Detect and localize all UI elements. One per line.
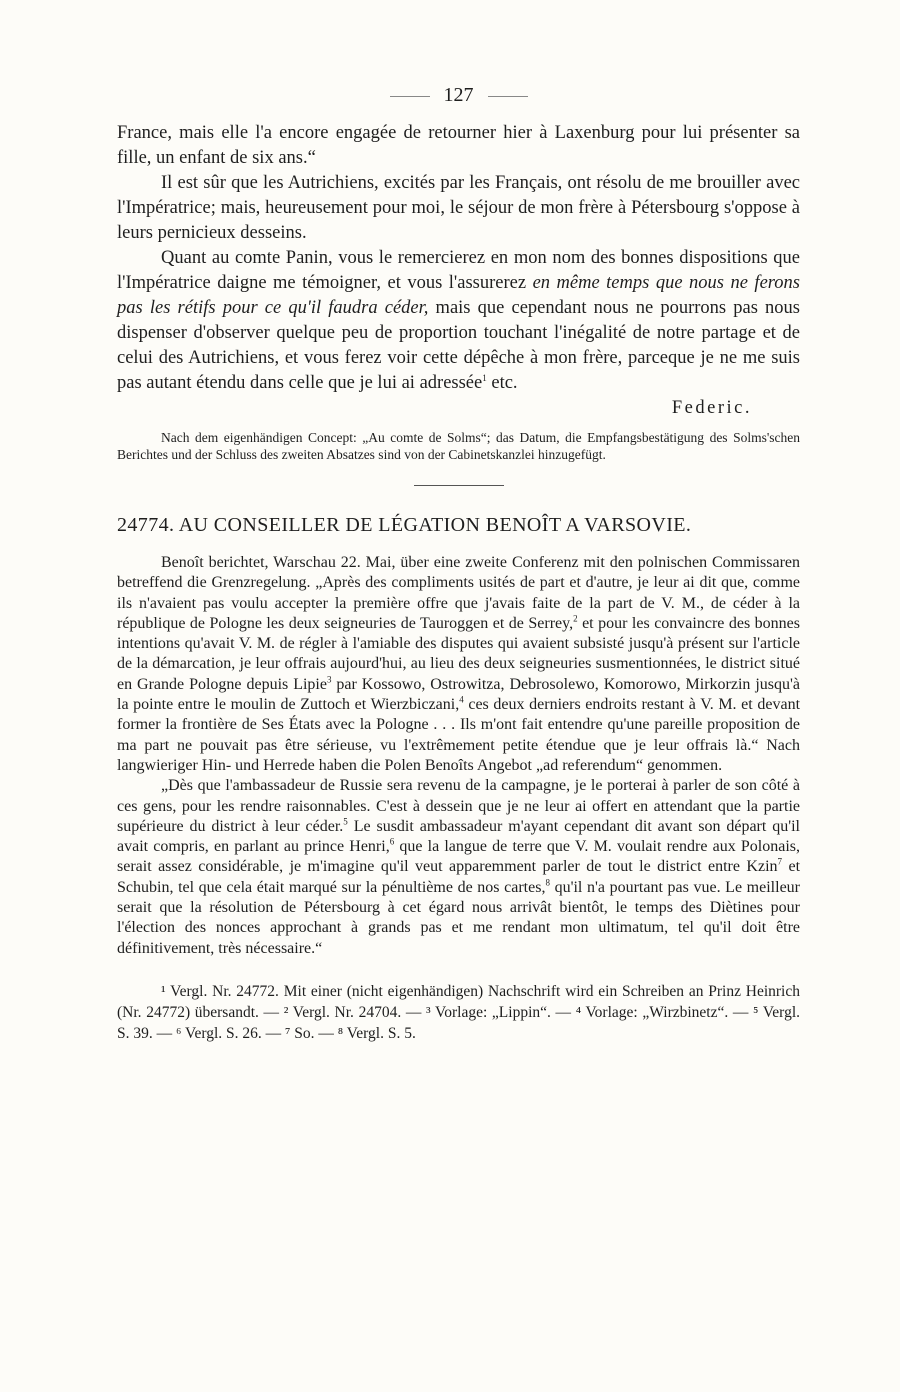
section-divider bbox=[414, 485, 504, 486]
page-number-dash-right bbox=[488, 96, 528, 97]
footnotes: ¹ Vergl. Nr. 24772. Mit einer (nicht eigenhändigen) Nachschrift wird ein Schreiben an Prinz Heinrich (Nr. 24772) übersandt. — ² Vergl. Nr. 24704. — ³ Vorlage: „Lippin“. — ⁴ Vorlage: „Wirzbinetz“. — ⁵ Vergl. S. 39. — ⁶ Vergl. S. 26. — ⁷ So. — ⁸ Vergl. S. 5. bbox=[117, 982, 800, 1042]
letter-paragraph-1: France, mais elle l'a encore engagée de retourner hier à Laxenburg pour lui présenter sa fille, un enfant de six ans.“ bbox=[117, 123, 800, 168]
section-heading bbox=[117, 514, 800, 537]
section-number: 24774. bbox=[117, 514, 175, 536]
section-title: AU CONSEILLER DE LÉGATION BENOÎT A VARSOVIE. bbox=[178, 514, 692, 536]
page-number-dash-left bbox=[390, 96, 430, 97]
letter-paragraph-3: Quant au comte Panin, vous le remercierez en mon nom des bonnes dispositions que l'Impératrice daigne me témoigner, et vous l'assurerez en même temps que nous ne ferons pas les rétifs pour ce qu'il faudra céder, mais que cependant nous ne pourrons pas nous dispenser d'observer quelque peu de proportion touchant l'inégalité de notre partage et de celui des Autrichiens, et vous ferez voir cette dépêche à mon frère, parceque je ne me suis pas autant étendu dans celle que je lui ai adressée$^1$ etc. bbox=[117, 248, 800, 393]
letter-paragraph-2: Il est sûr que les Autrichiens, excités par les Français, ont résolu de me brouiller avec l'Impératrice; mais, heureusement pour moi, le séjour de mon frère à Pétersbourg s'oppose à leurs pernicieux desseins. bbox=[117, 173, 800, 243]
signature: Federic. bbox=[671, 398, 752, 418]
section-paragraph-1: Benoît berichtet, Warschau 22. Mai, über eine zweite Conferenz mit den polnischen Commissaren betreffend die Grenzregelung. „Après des compliments usités de part et d'autre, je leur ai dit que, comme ils n'avaient pas voulu accepter la première offre que j'avais faite de la part de V. M., de céder à la république de Pologne les deux seigneuries de Tauroggen et de Serrey,$^2$ et pour les convaincre des bonnes intentions qu'avait V. M. de régler à l'amiable des disputes qui avaient subsisté jusqu'à présent sur l'article de la démarcation, je leur offrais aujourd'hui, au lieu des deux seigneuries susmentionnées, le district situé en Grande Pologne depuis Lipie$^3$ par Kossowo, Ostrowitza, Debrosolewo, Komorowo, Mirkorzin jusqu'à la pointe entre le moulin de Zuttoch et Wierzbiczani,$^4$ ces deux derniers endroits restant à V. M. et devant former la frontière de Ses États avec la Pologne . . . Ils m'ont fait entendre qu'une pareille proposition de ma part ne pouvait pas être sérieuse, vu l'extrêmement petite étendue que je leur offrais là.“ Nach langwieriger Hin- und Herrede haben die Polen Benoîts Angebot „ad referendum“ genommen. bbox=[117, 554, 801, 774]
page-number: 127 bbox=[117, 84, 800, 107]
page bbox=[117, 84, 800, 1044]
source-note: Nach dem eigenhändigen Concept: „Au comte de Solms“; das Datum, die Empfangsbestätigung des Solms'schen Berichtes und der Schluss des zweiten Absatzes sind von der Cabinetskanzlei hinzugefügt. bbox=[117, 430, 800, 462]
section-paragraph-2: „Dès que l'ambassadeur de Russie sera revenu de la campagne, je le porterai à parler de son côté à ces gens, pour les rendre raisonnables. C'est à dessein que je ne leur ai offert en attendant que la partie supérieure du district à leur céder.$^5$ Le susdit ambassadeur m'ayant cependant dit avant son départ qu'il avait compris, en parlant au prince Henri,$^6$ que la langue de terre que V. M. voulait rendre aux Polonais, serait assez considérable, je m'imagine qu'il veut apparemment parler de tout le district entre Kzin$^7$ et Schubin, tel que cela était marqué sur la pénultième de nos cartes,$^8$ qu'il n'a pourtant pas vue. Le meilleur serait que la résolution de Pétersbourg à cet égard nous arrivât bientôt, le temps des Diètines pour l'élection des nonces approchant à grands pas et me rendant mon ultimatum, tel qu'il doit être définitivement, très nécessaire.“ bbox=[117, 777, 801, 957]
